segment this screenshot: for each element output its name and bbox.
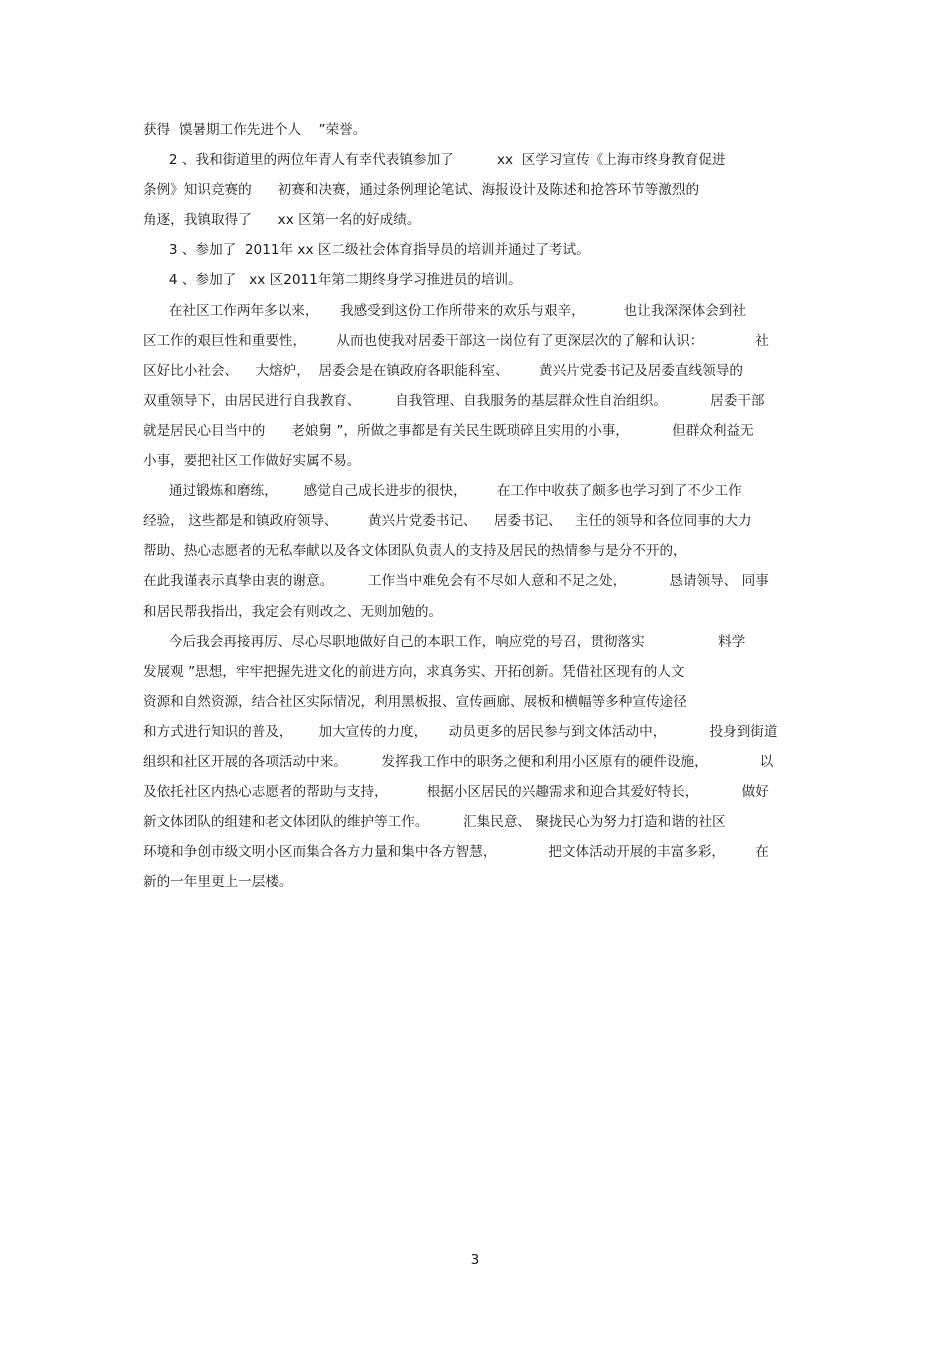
text-line: 在社区工作两年多以来， 我感受到这份工作所带来的欢乐与艰辛， 也让我深深体会到社 (143, 302, 746, 319)
text-line: 今后我会再接再厉、尽心尽职地做好自己的本职工作，响应党的号召，贯彻落实 料学 (143, 633, 746, 650)
text-line: 通过锻炼和磨练， 感觉自己成长进步的很快， 在工作中收获了颇多也学习到了不少工作 (143, 483, 742, 500)
text-line: 获得 馍暑期工作先进个人 ”荣誉。 (143, 122, 367, 138)
text-line: 资源和自然资源，结合社区实际情况，利用黑板报、宣传画廊、展板和横幅等多种宣传途径 (143, 693, 687, 710)
text-line: 新的一年里更上一层楼。 (143, 874, 293, 891)
text-line: 小事，要把社区工作做好实属不易。 (143, 453, 361, 470)
text-line: 3 、参加了 2011年 xx 区二级社会体育指导员的培训并通过了考试。 (143, 242, 590, 259)
text-line: 新文体团队的组建和老文体团队的维护等工作。 汇集民意、 聚拢民心为努力打造和谐的社区 (143, 814, 726, 831)
text-line: 双重领导下，由居民进行自我教育、 自我管理、自我服务的基层群众性自治组织。 居委干部 (143, 392, 765, 409)
text-line: 就是居民心目当中的 老娘舅 ”，所做之事都是有关民生既琐碎且实用的小事， 但群众利益无 (143, 422, 754, 439)
text-line: 区好比小社会、 大熔炉， 居委会是在镇政府各职能科室、 黄兴片党委书记及居委直线领导的 (143, 362, 743, 379)
text-line: 发展观 ”思想，牢牢把握先进文化的前进方向，求真务实、开拓创新。凭借社区现有的人文 (143, 663, 685, 680)
body-text (143, 115, 813, 897)
text-line: 和居民帮我指出，我定会有则改之、无则加勉的。 (143, 603, 443, 620)
page-number: 3 (470, 1252, 480, 1268)
text-line: 组织和社区开展的各项活动中来。 发挥我工作中的职务之便和利用小区原有的硬件设施， 以 (143, 753, 774, 770)
text-line: 4 、参加了 xx 区2011年第二期终身学习推进员的培训。 (143, 272, 522, 289)
text-line: 在此我谨表示真挚由衷的谢意。 工作当中难免会有不尽如人意和不足之处， 恳请领导、 同事 (143, 573, 769, 590)
text-line: 帮助、热心志愿者的无私奉献以及各文体团队负责人的支持及居民的热情参与是分不开的， (143, 543, 687, 560)
text-line: 条例》知识竞赛的 初赛和决赛，通过条例理论笔试、海报设计及陈述和抢答环节等激烈的 (143, 182, 700, 199)
text-line: 环境和争创市级文明小区而集合各方力量和集中各方智慧， 把文体活动开展的丰富多彩， 在 (143, 844, 769, 861)
text-line: 经验， 这些都是和镇政府领导、 黄兴片党委书记、 居委书记、 主任的领导和各位同事的大力 (143, 513, 752, 530)
text-line: 和方式进行知识的普及， 加大宣传的力度， 动员更多的居民参与到文体活动中， 投身到街道 (143, 723, 778, 740)
text-line: 2 、我和街道里的两位年青人有幸代表镇参加了 xx 区学习宣传《上海市终身教育促进 (143, 152, 726, 169)
text-line: 区工作的艰巨性和重要性， 从而也使我对居委干部这一岗位有了更深层次的了解和认识： 社 (143, 332, 769, 349)
text-line: 及依托社区内热心志愿者的帮助与支持， 根据小区居民的兴趣需求和迎合其爱好特长， 做好 (143, 784, 769, 801)
text-line: 角逐，我镇取得了 xx 区第一名的好成绩。 (143, 212, 421, 229)
